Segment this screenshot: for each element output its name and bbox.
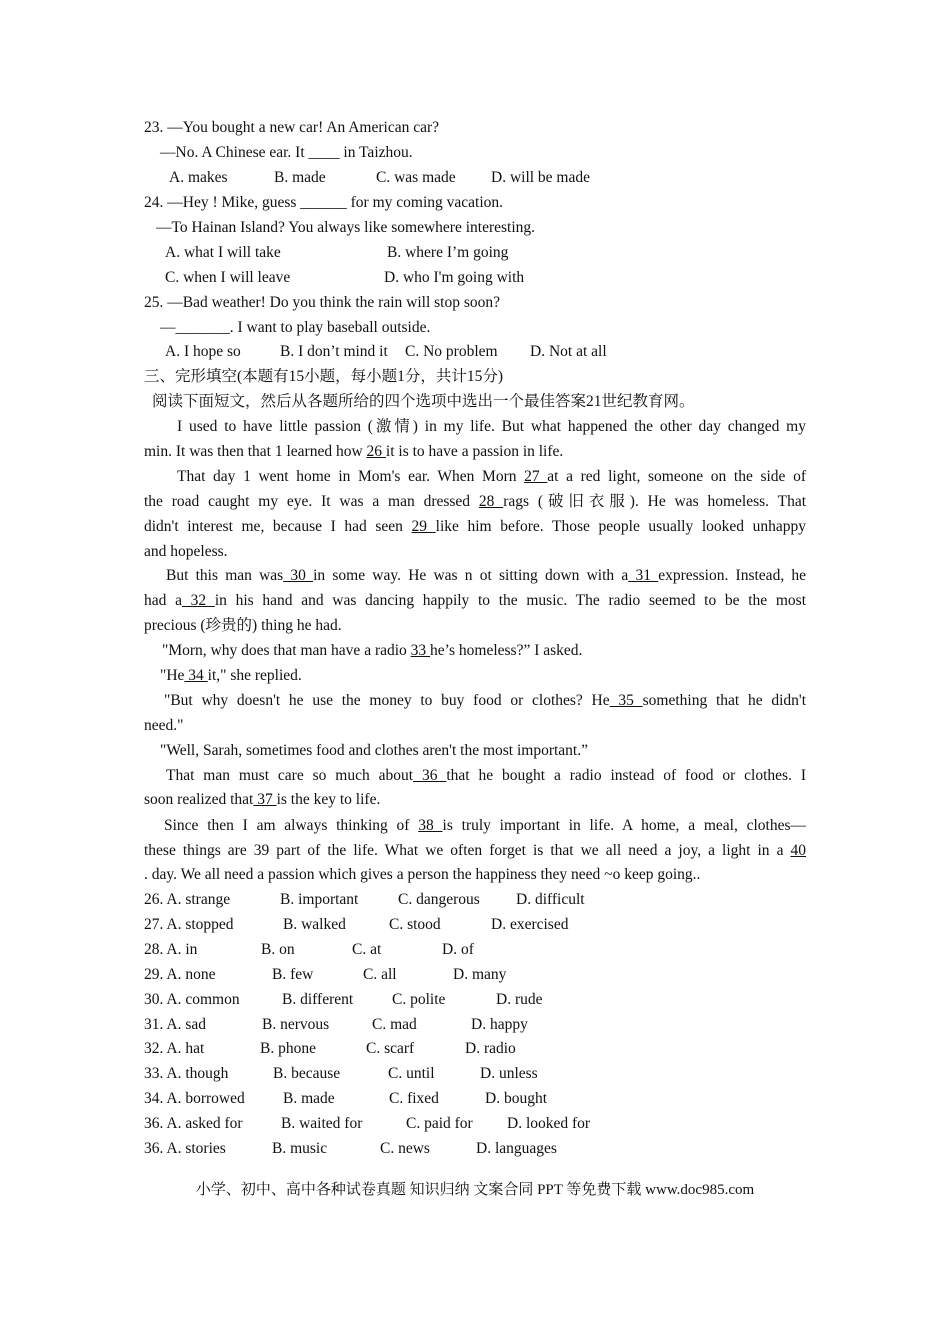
- choice-option-b: B. because: [273, 1065, 341, 1083]
- q25-option-c: C. No problem: [405, 343, 498, 360]
- blank-26: 26: [366, 443, 386, 460]
- q25-option-a: A. I hope so: [165, 343, 241, 360]
- choice-option-b: B. walked: [283, 915, 346, 933]
- passage-p8-line1: That man must care so much about 36 that he bought a radio instead of food or clothes. I: [166, 767, 806, 784]
- passage-p3-line3: precious (珍贵的) thing he had.: [144, 617, 342, 634]
- blank-34: 34: [184, 667, 208, 684]
- choice-option-a: 33. A. though: [144, 1065, 229, 1083]
- choice-option-b: B. different: [282, 990, 354, 1008]
- q24-reply: —To Hainan Island? You always like somewhere interesting.: [156, 219, 536, 236]
- choice-option-b: B. made: [283, 1090, 335, 1108]
- blank-31: 31: [628, 567, 659, 584]
- choice-option-b: B. few: [272, 965, 314, 983]
- blank-27: 27: [524, 468, 548, 485]
- passage-p3-line2: had a 32 in his hand and was dancing happily to the music. The radio seemed to be the most: [144, 592, 807, 609]
- choice-option-d: D. languages: [476, 1140, 557, 1157]
- passage-p6-line2: need.": [144, 717, 184, 734]
- q25-option-d: D. Not at all: [530, 343, 607, 360]
- passage-p1-line1: I used to have little passion (激情) in my life. But what happened the other day changed my: [177, 418, 806, 435]
- choice-option-b: B. phone: [260, 1040, 316, 1058]
- choice-option-d: D. bought: [485, 1090, 547, 1108]
- passage-p4: "Morn, why does that man have a radio 33 he’s homeless?” I asked.: [162, 642, 583, 659]
- q23-option-d: D. will be made: [491, 169, 591, 186]
- q23-option-b: B. made: [274, 169, 326, 186]
- blank-40: 40: [790, 842, 806, 859]
- blank-28: 28: [478, 493, 504, 510]
- q25-option-b: B. I don’t mind it: [280, 343, 388, 360]
- choice-option-c: C. until: [388, 1065, 435, 1083]
- choice-option-d: D. of: [442, 940, 474, 958]
- section-instruction: 阅读下面短文，然后从各题所给的四个选项中选出一个最佳答案21世纪教育网。: [152, 393, 695, 410]
- blank-32: 32: [181, 592, 215, 609]
- passage-p9-line2: these things are 39 part of the life. What we often forget is that we all need a joy, a light in a 40: [144, 842, 806, 859]
- choice-option-c: C. paid for: [406, 1115, 473, 1133]
- choice-option-d: D. looked for: [507, 1115, 591, 1133]
- q23-option-a: A. makes: [169, 169, 228, 186]
- blank-33: 33: [410, 642, 431, 659]
- q25-reply: —_______. I want to play baseball outside.: [160, 319, 431, 336]
- q24-option-c: C. when I will leave: [165, 269, 291, 286]
- choice-option-c: C. all: [363, 965, 397, 983]
- choice-option-b: B. on: [261, 940, 295, 958]
- choice-option-d: D. radio: [465, 1040, 516, 1058]
- choice-option-a: 34. A. borrowed: [144, 1090, 245, 1108]
- choice-option-a: 32. A. hat: [144, 1040, 205, 1058]
- choice-option-d: D. unless: [480, 1065, 538, 1083]
- q23-option-c: C. was made: [376, 169, 456, 186]
- passage-p2-line2: the road caught my eye. It was a man dressed 28 rags (破旧衣服). He was homeless. That: [144, 493, 807, 510]
- passage-p7: "Well, Sarah, sometimes food and clothes aren't the most important.”: [160, 742, 588, 759]
- blank-38: 38: [418, 817, 443, 834]
- passage-p1-line2: min. It was then that 1 learned how 26 it is to have a passion in life.: [144, 443, 564, 460]
- choice-option-c: C. dangerous: [398, 891, 480, 908]
- passage-p8-line2: soon realized that 37 is the key to life.: [144, 791, 381, 808]
- choice-option-c: C. mad: [372, 1015, 417, 1033]
- choice-option-a: 26. A. strange: [144, 891, 231, 908]
- q23-stem: 23. —You bought a new car! An American car?: [144, 119, 439, 136]
- choice-option-c: C. scarf: [366, 1040, 415, 1058]
- blank-30: 30: [283, 567, 314, 584]
- q24-stem: 24. —Hey ! Mike, guess ______ for my coming vacation.: [144, 194, 504, 211]
- passage-p3-line1: But this man was 30 in some way. He was n ot sitting down with a 31 expression. Instead, he: [166, 567, 807, 584]
- choice-option-a: 30. A. common: [144, 990, 240, 1008]
- choice-option-b: B. music: [272, 1140, 328, 1157]
- choice-option-b: B. important: [280, 891, 359, 908]
- passage-p2-line4: and hopeless.: [144, 543, 228, 560]
- choice-option-d: D. happy: [471, 1015, 528, 1033]
- q25-stem: 25. —Bad weather! Do you think the rain will stop soon?: [144, 294, 501, 311]
- passage-p9-line1: Since then I am always thinking of 38 is truly important in life. A home, a meal, clothes—: [164, 817, 807, 834]
- choice-option-a: 28. A. in: [144, 940, 198, 958]
- blank-36: 36: [413, 767, 447, 784]
- page-footer: 小学、初中、高中各种试卷真题 知识归纳 文案合同 PPT 等免费下载 www.doc985.com: [195, 1182, 755, 1198]
- passage-p9-line3: . day. We all need a passion which gives a person the happiness they need ~o keep going..: [144, 866, 701, 883]
- blank-35: 35: [609, 692, 643, 709]
- passage-p2-line3: didn't interest me, because I had seen 29 like him before. Those people usually looked unhappy: [144, 518, 806, 535]
- choice-option-a: 36. A. stories: [144, 1140, 226, 1157]
- choice-option-c: C. news: [380, 1140, 430, 1157]
- choice-option-a: 36. A. asked for: [144, 1115, 243, 1133]
- choice-option-c: C. polite: [392, 990, 446, 1008]
- choice-option-b: B. nervous: [262, 1015, 330, 1033]
- q24-option-b: B. where I’m going: [387, 244, 509, 261]
- blank-37: 37: [253, 791, 277, 808]
- choice-option-d: D. many: [453, 965, 507, 983]
- choice-option-a: 29. A. none: [144, 965, 216, 983]
- choice-option-d: D. rude: [496, 990, 543, 1008]
- q24-option-a: A. what I will take: [165, 244, 281, 261]
- q23-reply: —No. A Chinese ear. It ____ in Taizhou.: [160, 144, 413, 161]
- q24-option-d: D. who I'm going with: [384, 269, 525, 286]
- passage-p2-line1: That day 1 went home in Mom's ear. When Morn 27 at a red light, someone on the side of: [177, 468, 806, 485]
- blank-29: 29: [411, 518, 436, 535]
- choice-option-d: D. difficult: [516, 891, 585, 908]
- passage-p5: "He 34 it," she replied.: [160, 667, 302, 684]
- choice-option-a: 31. A. sad: [144, 1015, 206, 1033]
- passage-p6-line1: "But why doesn't he use the money to buy food or clothes? He 35 something that he didn't: [164, 692, 807, 709]
- choice-option-a: 27. A. stopped: [144, 915, 234, 933]
- choice-option-c: C. stood: [389, 915, 441, 933]
- choice-option-d: D. exercised: [491, 915, 569, 933]
- choice-option-c: C. fixed: [389, 1090, 439, 1108]
- choice-option-c: C. at: [352, 940, 382, 958]
- choice-option-b: B. waited for: [281, 1115, 363, 1133]
- section-heading: 三、完形填空(本题有15小题，每小题1分，共计15分): [144, 368, 504, 385]
